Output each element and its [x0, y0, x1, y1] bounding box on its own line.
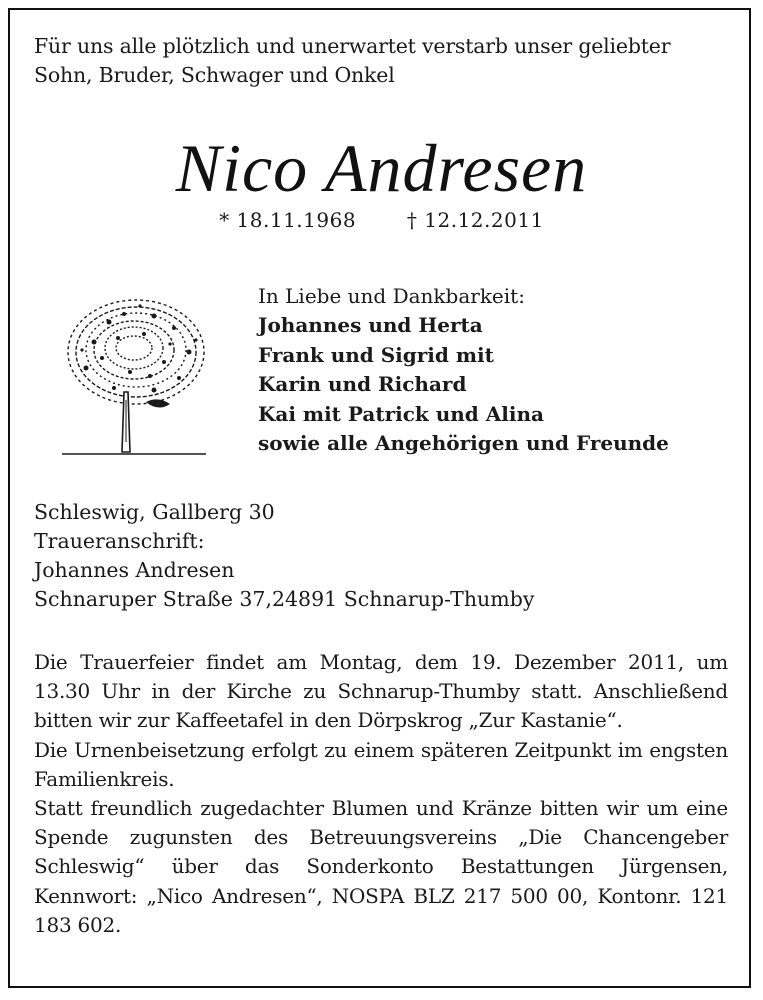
- mourners-names: [258, 311, 728, 459]
- tree-icon: [54, 292, 214, 462]
- mourners-block: [258, 282, 728, 459]
- address-contact: Johannes Andresen: [34, 558, 235, 582]
- mourner-line: Frank und Sigrid mit: [258, 342, 494, 367]
- deceased-name: Nico Andresen: [175, 130, 588, 206]
- address-block: [34, 498, 734, 614]
- burial-paragraph: Die Urnenbeisetzung erfolgt zu einem späteren Zeitpunkt im engsten Familienkreis.: [34, 737, 728, 791]
- intro-line-1: Für uns alle plötzlich und unerwartet verstarb unser geliebter: [34, 34, 671, 58]
- life-dates: [10, 208, 753, 232]
- address-place: Schleswig, Gallberg 30: [34, 500, 275, 524]
- death-date: † 12.12.2011: [406, 208, 544, 232]
- notice-block: [34, 648, 728, 940]
- intro-line-2: Sohn, Bruder, Schwager und Onkel: [34, 63, 395, 87]
- address-label: Traueranschrift:: [34, 529, 205, 553]
- ceremony-paragraph: Die Trauerfeier findet am Montag, dem 19. Dezember 2011, um 13.30 Uhr in der Kirche zu Schnarup-Thumby statt. Anschließend bitten wir zur Kaffeetafel in den Dörpskrog „Zur Kastanie“.: [34, 650, 728, 733]
- birth-date: * 18.11.1968: [219, 208, 357, 232]
- mourner-line: sowie alle Angehörigen und Freunde: [258, 431, 669, 455]
- address-street: Schnaruper Straße 37,24891 Schnarup-Thumby: [34, 587, 535, 611]
- mourner-line: Karin und Richard: [258, 372, 467, 396]
- obituary-frame: [8, 8, 751, 988]
- mourner-line: Johannes und Herta: [258, 313, 483, 337]
- donation-paragraph: Statt freundlich zugedachter Blumen und Kränze bitten wir um eine Spende zugunsten des Betreuungsvereins „Die Chancengeber Schleswig“ über das Sonderkonto Bestattungen Jürgensen, Kennwort: „Nico Andresen“, NOSPA BLZ 217 500 00, Kontonr. 121 183 602.: [34, 796, 728, 937]
- mourner-line: Kai mit Patrick und Alina: [258, 401, 544, 426]
- mourners-lead: In Liebe und Dankbarkeit:: [258, 284, 525, 308]
- intro-text: [34, 32, 734, 90]
